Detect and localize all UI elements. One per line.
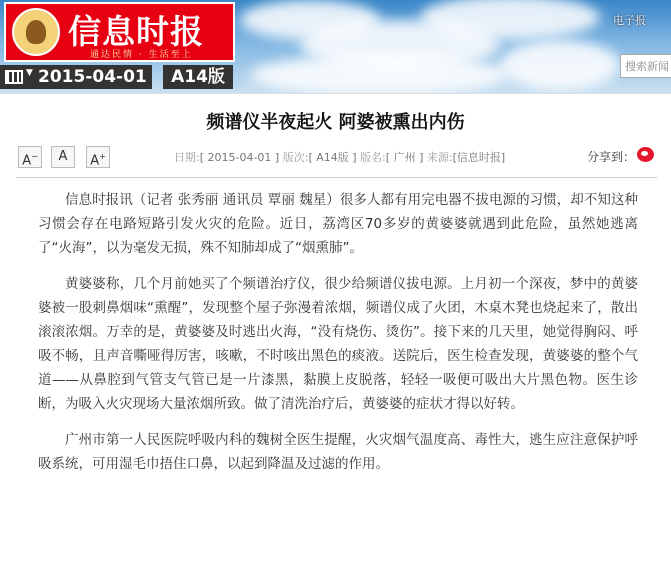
meta-date-value: [ 2015-04-01 ] [199,151,280,164]
weibo-share-icon[interactable] [637,147,654,162]
font-decrease-sign: − [31,152,38,161]
font-normal-button[interactable] [51,146,75,168]
meta-edition-value: [ A14版 ] [308,151,357,164]
search-input[interactable] [620,54,671,78]
font-increase-sign: + [99,152,106,161]
lion-emblem-icon [12,8,60,56]
article-meta [174,149,505,165]
date-selector[interactable] [0,65,152,89]
meta-section-label: 版名: [360,151,386,164]
article-paragraph: 广州市第一人民医院呼吸内科的魏树全医生提醒，火灾烟气温度高、毒性大，逃生应注意保护呼吸系统，可用湿毛巾捂住口鼻，以起到降温及过滤的作用。 [38,432,638,472]
font-increase-button[interactable] [86,146,110,168]
logo-slogan: 通达民情 · 生活至上 [90,50,193,60]
meta-section-value: [ 广州 ] [385,151,424,164]
font-normal-label: A [58,149,68,164]
article-paragraph: 黄婆婆称，几个月前她买了个频谱治疗仪，很少给频谱仪拔电源。上月初一个深夜，梦中的黄婆婆被一股刺鼻烟味“熏醒”，发现整个屋子弥漫着浓烟，频谱仪成了火团，木桌木凳也烧起来了，散出滚滚浓烟。万幸的是，黄婆婆及时逃出火海，“没有烧伤、烫伤”。接下来的几天里，她觉得胸闷、呼吸不畅，且声音嘶哑得厉害，咳嗽，不时咳出黑色的痰液。送院后，医生检查发现，黄婆婆的整个气道——从鼻腔到气管支气管已是一片漆黑，黏膜上皮脱落，轻轻一吸便可吸出大片黑色物。医生诊断，为吸入火灾现场大量浓烟所致。做了清洗治疗后，黄婆婆的症状才得以好转。 [38,276,638,412]
font-decrease-label: A [22,153,32,169]
chevron-down-icon: ▼ [26,68,33,78]
article-body [38,188,638,488]
font-increase-label: A [90,153,100,169]
sky-cloud [500,40,620,90]
meta-edition-label: 版次: [282,151,309,164]
site-logo[interactable] [4,2,235,62]
calendar-icon [5,70,23,84]
meta-source-label: 来源: [426,151,453,164]
toolbar-divider [16,177,657,178]
logo-title: 信息时报 [68,12,204,51]
header-divider [0,93,671,94]
article-paragraph: 信息时报讯（记者 张秀丽 通讯员 覃丽 魏星）很多人都有用完电器不拔电源的习惯，却不知这种习惯会存在电路短路引发火灾的危险。近日，荔湾区70多岁的黄婆婆就遇到此危险，虽然她逃离了“火海”，以为毫发无损，殊不知肺却成了“烟熏肺”。 [38,192,638,256]
sky-cloud [250,55,510,93]
article-title: 频谱仪半夜起火 阿婆被熏出内伤 [206,112,465,133]
issue-date: 2015-04-01 [38,67,147,87]
font-decrease-button[interactable] [18,146,42,168]
edition-selector[interactable]: A14版 [163,65,233,89]
share-label: 分享到： [587,150,636,164]
site-header [0,0,671,93]
epaper-link[interactable]: 电子报 [613,14,646,27]
meta-source-value: [信息时报] [452,151,506,164]
meta-date-label: 日期: [174,151,200,164]
